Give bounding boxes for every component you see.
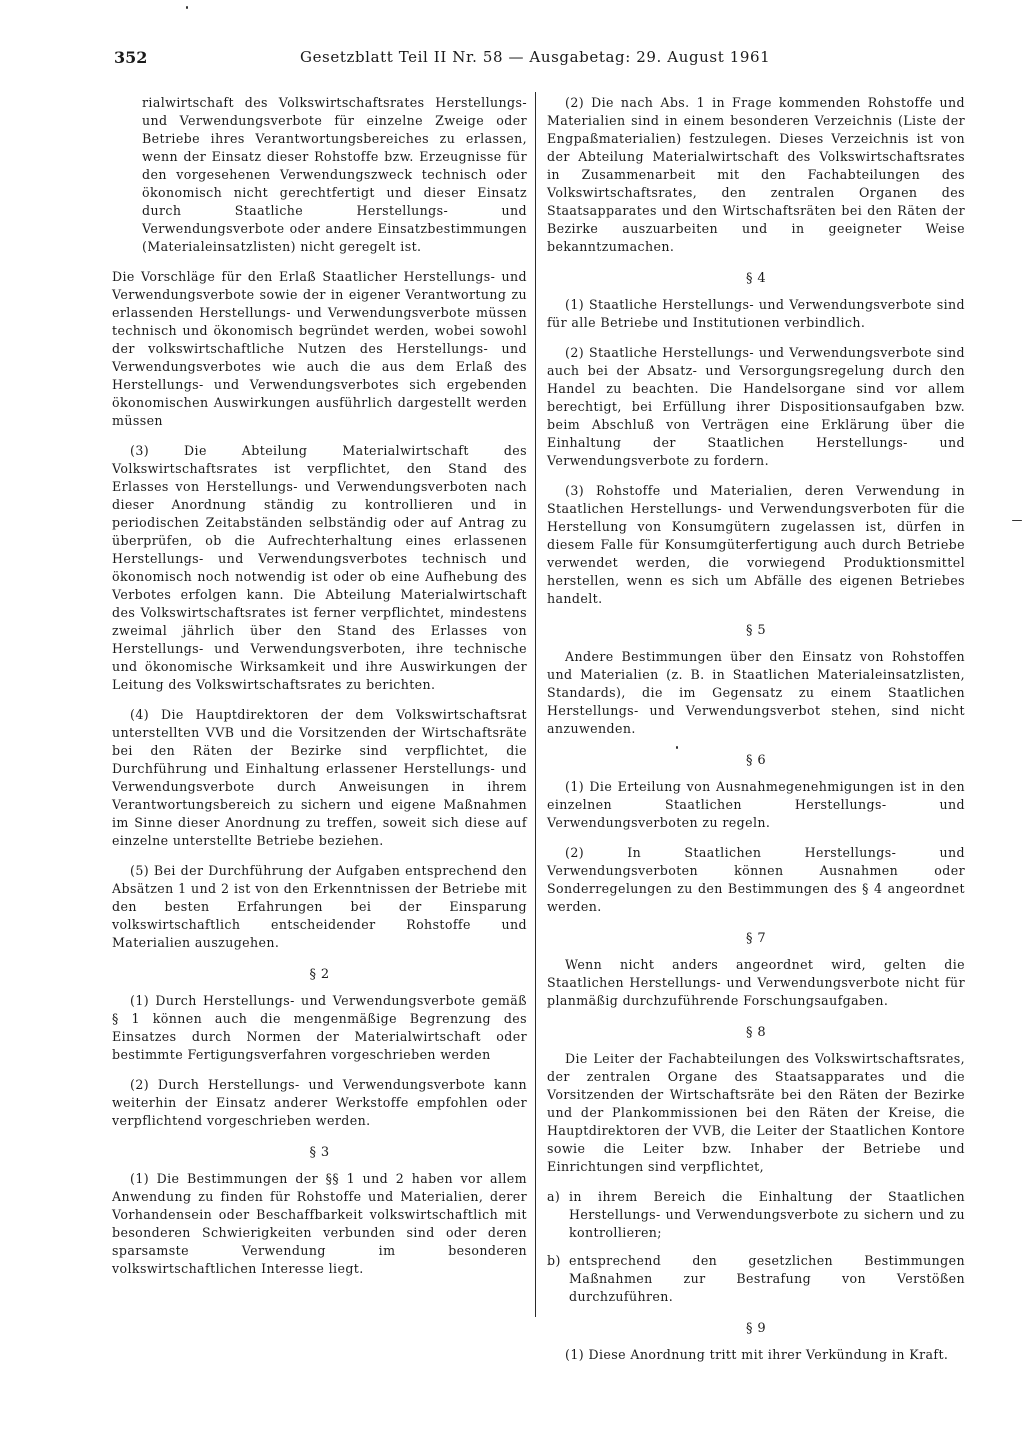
scan-speck (1012, 520, 1022, 521)
paragraph-s9: (1) Diese Anordnung tritt mit ihrer Verkündung in Kraft. (565, 1347, 949, 1362)
paragraph-s8: Die Leiter der Fachabteilungen des Volkswirtschaftsrates, der zentralen Organe des Staatsapparates und die Vorsitzenden der Wirtschaftsräte bei den Räten der Bezirke und der Plankommissionen bei den Räten der Kreise, die Hauptdirektoren der VVB, die Leiter der Staatlichen Kontore sowie die Leiter bzw. Inhaber der Betriebe und Einrichtungen sind verpflichtet, (547, 1051, 965, 1174)
paragraph-s1-abs5: (5) Bei der Durchführung der Aufgaben entsprechend den Absätzen 1 und 2 ist von den Erkenntnissen der Betriebe mit den besten Erfahrungen bei der Einsparung volkswirtschaftlich entscheidender Rohstoffe und Materialien auszugehen. (112, 863, 527, 950)
paragraph-s4-abs1: (1) Staatliche Herstellungs- und Verwendungsverbote sind für alle Betriebe und Institutionen verbindlich. (547, 297, 965, 330)
list-item-b (547, 1252, 965, 1306)
paragraph-s4-abs2: (2) Staatliche Herstellungs- und Verwendungsverbote sind auch bei der Absatz- und Versorgungsregelung durch den Handel zu beachten. Die Handelsorgane sind vor allem berechtigt, bei Erfüllung ihrer Dispositionsaufgaben bzw. beim Abschluß von Verträgen eine Erklärung über die Einhaltung der Staatlichen Herstellungs- und Verwendungsverbote zu fordern. (547, 345, 965, 468)
list-text-b: entsprechend den gesetzlichen Bestimmungen Maßnahmen zur Bestrafung von Verstößen durchzuführen. (569, 1253, 965, 1304)
paragraph-s7: Wenn nicht anders angeordnet wird, gelten die Staatlichen Herstellungs- und Verwendungsverbote nicht für planmäßig durchzuführende Forschungsaufgaben. (547, 957, 965, 1008)
scan-speck (186, 6, 188, 9)
left-column (112, 94, 527, 1290)
section-heading-4: § 4 (745, 271, 767, 286)
list-text-a: in ihrem Bereich die Einhaltung der Staatlichen Herstellungs- und Verwendungsverbote zu sichern und zu kontrollieren; (569, 1189, 965, 1240)
paragraph-s6-abs2: (2) In Staatlichen Herstellungs- und Verwendungsverboten können Ausnahmen oder Sonderregelungen zu den Bestimmungen des § 4 angeordnet werden. (547, 845, 965, 914)
right-column (547, 94, 965, 1376)
section-heading-3: § 3 (309, 1145, 330, 1160)
section-heading-8: § 8 (745, 1025, 767, 1040)
paragraph-s5: Andere Bestimmungen über den Einsatz von Rohstoffen und Materialien (z. B. in Staatlichen Materialeinsatzlisten, Standards), die im Gegensatz zu einem Staatlichen Herstellungs- und Verwendungsverbot stehen, sind nicht anzuwenden. (547, 649, 965, 736)
running-header-title: Gesetzblatt Teil II Nr. 58 — Ausgabetag: 29. August 1961 (300, 48, 771, 66)
paragraph-s1-abs3: (3) Die Abteilung Materialwirtschaft des Volkswirtschaftsrates ist verpflichtet, den Stand des Erlasses von Herstellungs- und Verwendungsverboten nach dieser Anordnung ständig zu kontrollieren und in periodischen Zeitabständen selbständig oder auf Antrag zu überprüfen, ob die Aufrechterhaltung eines erlassenen Herstellungs- und Verwendungsverbotes technisch und ökonomisch noch notwendig ist oder ob eine Aufhebung des Verbotes erfolgen kann. Die Abteilung Materialwirtschaft des Volkswirtschaftsrates ist ferner verpflichtet, mindestens zweimal jährlich über den Stand des Erlasses von Herstellungs- und Verwendungsverboten, ihre technische und ökonomische Wirksamkeit und ihre Auswirkungen der Leitung des Volkswirtschaftsrates zu berichten. (112, 443, 527, 692)
paragraph-continuation: rialwirtschaft des Volkswirtschaftsrates Herstellungs- und Verwendungsverbote für einzelne Zweige oder Betriebe ihres Verantwortungsbereiches zu erlassen, wenn der Einsatz dieser Rohstoffe bzw. Erzeugnisse für den vorgesehenen Verwendungszweck technisch oder ökonomisch nicht gerechtfertigt und dieser Einsatz durch Staatliche Herstellungs- und Verwendungsverbote oder andere Einsatzbestimmungen (Materialeinsatzlisten) nicht geregelt ist. (142, 95, 527, 254)
paragraph-s4-abs3: (3) Rohstoffe und Materialien, deren Verwendung in Staatlichen Herstellungs- und Verwendungsverboten für die Herstellung von Konsumgütern zugelassen ist, dürfen in diesem Falle für Konsumgüterfertigung auch durch Betriebe verwendet werden, die vorwiegend Produktionsmittel herstellen, wenn es sich um Abfälle des eigenen Betriebes handelt. (547, 483, 965, 606)
page-number: 352 (114, 48, 148, 67)
section-heading-5: § 5 (745, 623, 767, 638)
page-header (110, 48, 970, 70)
paragraph-s2-abs2: (2) Durch Herstellungs- und Verwendungsverbote kann weiterhin der Einsatz anderer Werkstoffe empfohlen oder verpflichtend vorgeschrieben werden. (112, 1077, 527, 1128)
section-heading-6: § 6 (745, 753, 767, 768)
section-heading-7: § 7 (745, 931, 767, 946)
paragraph-s2-abs1: (1) Durch Herstellungs- und Verwendungsverbote gemäß § 1 können auch die mengenmäßige Begrenzung des Einsatzes durch Normen der Materialwirtschaft oder bestimmte Fertigungsverfahren vorgeschrieben werden (112, 993, 527, 1062)
paragraph-s1-abs4: (4) Die Hauptdirektoren der dem Volkswirtschaftsrat unterstellten VVB und die Vorsitzenden der Wirtschaftsräte bei den Räten der Bezirke sind verpflichtet, die Durchführung und Einhaltung erlassener Herstellungs- und Verwendungsverbote durch Anweisungen in ihrem Verantwortungsbereich zu sichern und eigene Maßnahmen im Sinne dieser Anordnung zu treffen, soweit sich diese auf einzelne unterstellte Betriebe beziehen. (112, 707, 527, 848)
paragraph-proposals: Die Vorschläge für den Erlaß Staatlicher Herstellungs- und Verwendungsverbote sowie der in eigener Verantwortung zu erlassenden Herstellungs- und Verwendungsverbote müssen technisch und ökonomisch begründet werden, wobei sowohl der volkswirtschaftliche Nutzen des Herstellungs- und Verwendungsverbotes wie auch die aus dem Erlaß des Herstellungs- und Verwendungsverbotes sich ergebenden ökonomischen Auswirkungen ausführlich dargestellt werden müssen (112, 269, 527, 428)
list-marker-a: a) (547, 1189, 561, 1204)
paragraph-s6-abs1: (1) Die Erteilung von Ausnahmegenehmigungen ist in den einzelnen Staatlichen Herstellungs- und Verwendungsverboten zu regeln. (547, 779, 965, 830)
list-marker-b: b) (547, 1253, 561, 1268)
section-heading-2: § 2 (309, 967, 330, 982)
paragraph-s3-abs1: (1) Die Bestimmungen der §§ 1 und 2 haben vor allem Anwendung zu finden für Rohstoffe und Materialien, derer Vorhandensein oder Beschaffbarkeit volkswirtschaftlich mit besonderen Schwierigkeiten verbunden sind oder deren sparsamste Verwendung im besonderen volkswirtschaftlichen Interesse liegt. (112, 1171, 527, 1276)
column-divider (535, 92, 536, 1317)
scan-speck (676, 746, 678, 749)
list-item-a (547, 1188, 965, 1242)
section-heading-9: § 9 (745, 1321, 767, 1336)
paragraph-s3-abs2: (2) Die nach Abs. 1 in Frage kommenden Rohstoffe und Materialien sind in einem besonderen Verzeichnis (Liste der Engpaßmaterialien) festzulegen. Dieses Verzeichnis ist von der Abteilung Materialwirtschaft des Volkswirtschaftsrates in Zusammenarbeit mit den Fachabteilungen des Volkswirtschaftsrates, den zentralen Organen des Staatsapparates und den Wirtschaftsräten bei den Räten der Bezirke auszuarbeiten und in geeigneter Weise bekanntzumachen. (547, 95, 965, 254)
